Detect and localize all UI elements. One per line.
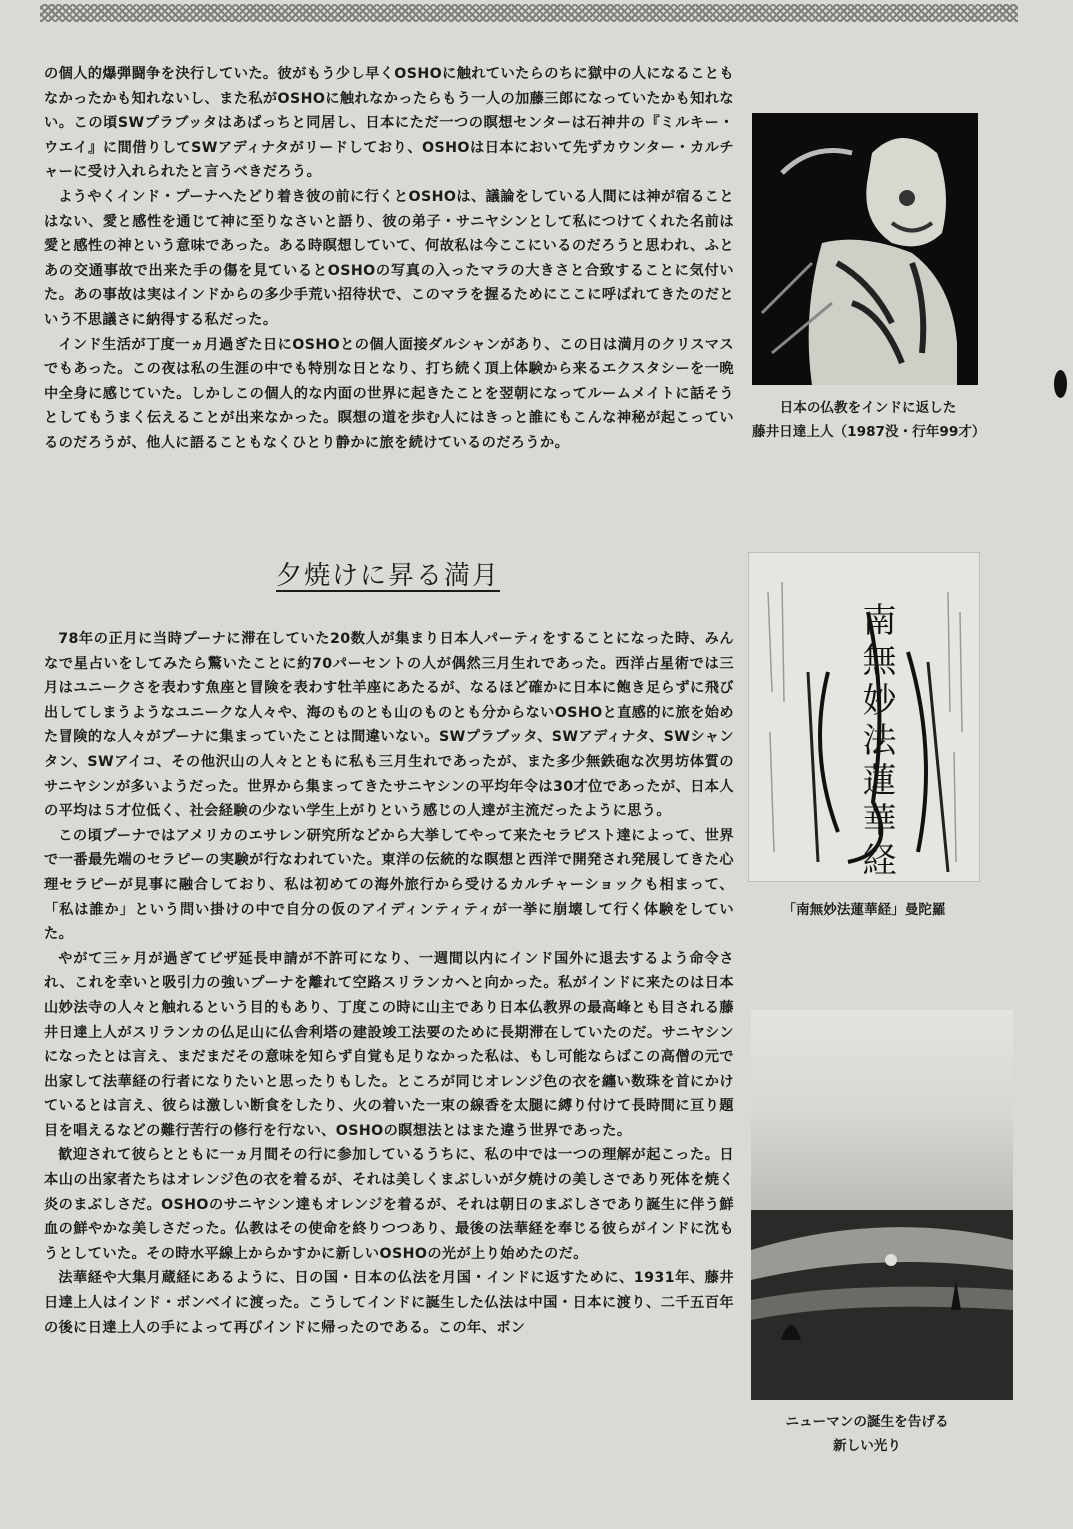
monk-photo-caption — [752, 396, 984, 444]
mandala-caption — [748, 898, 980, 922]
sunrise-photo — [751, 1010, 1013, 1400]
page-margin-mark — [1054, 370, 1067, 398]
caption-line: 「南無妙法蓮華経」曼陀羅 — [782, 902, 946, 918]
section-paragraph-3: やがて三ヶ月が過ぎてビザ延長申請が不許可になり、一週間以内にインド国外に退去するよう命令され、これを幸いと吸引力の強いプーナを離れて空路スリランカへと向かった。私がインドに来たのは日本山妙法寺の人々と触れるという目的もあり、丁度この時に山主であり日本仏教界の最高峰とも目される藤井日達上人がスリランカの仏足山に仏舎利塔の建設竣工法要のために長期滞在していたのだ。サニヤシンになったとは言え、まだまだその意味を知らず自覚も足りなかった私は、もし可能ならばこの高僧の元で出家して法華経の行者になりたいと思ったりもした。ところが同じオレンジ色の衣を纏い数珠を首にかけているとは言え、彼らは激しい断食をしたり、火の着いた一束の線香を太腿に縛り付けて長時間に亘り題目を唱えるなどの難行苦行の修行を行ない、OSHOの瞑想法とはまた違う世界であった。 — [44, 950, 734, 1139]
caption-line: 日本の仏教をインドに返した — [779, 400, 957, 416]
section-title: 夕焼けに昇る満月 — [276, 561, 501, 591]
caption-line: ニューマンの誕生を告げる — [785, 1414, 949, 1430]
paragraph-1: の個人的爆弾闘争を決行していた。彼がもう少し早くOSHOに触れていたらのちに獄中の人になることもなかったかも知れないし、また私がOSHOに触れなかったらもう一人の加藤三郎になっていたかも知れない。この頃SWプラブッタはあぱっちと同居し、日本にただ一つの瞑想センターは石神井の『ミルキー・ウエイ』に間借りしてSWアディナタがリードしており、OSHOは日本において先ずカウンター・カルチャーに受け入れられたと言うべきだろう。 — [44, 66, 734, 181]
section-paragraph-5: 法華経や大集月蔵経にあるように、日の国・日本の仏法を月国・インドに返すために、1931年、藤井日達上人はインド・ボンベイに渡った。こうしてインドに誕生した仏法は中国・日本に渡り、二千五百年の後に日達上人の手によって再びインドに帰ったのである。この年、ボン — [44, 1270, 734, 1336]
top-pattern-border — [40, 4, 1018, 22]
caption-line: 藤井日達上人（1987没・行年99才） — [752, 424, 986, 440]
sunrise-photo-caption — [751, 1410, 983, 1458]
paragraph-3: インド生活が丁度一ヵ月過ぎた日にOSHOとの個人面接ダルシャンがあり、この日は満月のクリスマスでもあった。この夜は私の生涯の中でも特別な日となり、打ち続く頂上体験から来るエクスタシーを一晩中全身に感じていた。しかしこの個人的な内面の世界に起きたことを翌朝になってルームメイトに話そうとしてもうまく伝えることが出来なかった。瞑想の道を歩む人にはきっと誰にもこんな神秘が起こっているのだろうが、他人に語ることもなくひとり静かに旅を続けているのだろうか。 — [44, 336, 734, 451]
mandala-image — [748, 552, 980, 882]
monk-photo — [752, 113, 978, 385]
article-top-column — [44, 62, 734, 456]
paragraph-2: ようやくインド・プーナへたどり着き彼の前に行くとOSHOは、議論をしている人間には神が宿ることはない、愛と感性を通じて神に至りなさいと語り、彼の弟子・サニヤシンとして私につけてくれた名前は愛と感性の神という意味であった。ある時瞑想していて、何故私は今ここにいるのだろうと思われ、ふとあの交通事故で出来た手の傷を見ているとOSHOの写真の入ったマラの大きさと合致することに気付いた。あの事故は実はインドからの多少手荒い招待状で、このマラを握るためにここに呼ばれてきたのだという不思議さに納得する私だった。 — [44, 188, 734, 328]
section-paragraph-1: 78年の正月に当時プーナに滞在していた20数人が集まり日本人パーティをすることになった時、みんなで星占いをしてみたら驚いたことに約70パーセントの人が偶然三月生れであった。西洋占星術では三月はユニークさを表わす魚座と冒険を表わす牡羊座にあたるが、なるほど確かに日本に飽き足らずに飛び出してしまうようなユニークな人々や、海のものとも山のものとも分からないOSHOと直感的に旅を始めた冒険的な人々がプーナに集まっていたことは間違いない。SWプラブッタ、SWアディナタ、SWシャンタン、SWアイコ、その他沢山の人々とともに私も三月生れであったが、また多少無鉄砲な次男坊体質のサニヤシンが多いようだった。世界から集まってきたサニヤシンの平均年令は30才位であったが、日本人の平均は５才位低く、社会経験の少ない学生上がりという感じの人達が主流だったように思う。 — [44, 631, 734, 820]
section-paragraph-4: 歓迎されて彼らとともに一ヵ月間その行に参加しているうちに、私の中では一つの理解が起こった。日本山の出家者たちはオレンジ色の衣を着るが、それは美しくまぶしいが夕焼けの美しさであり死体を焼く炎のまぶしさだ。OSHOのサニヤシン達もオレンジを着るが、それは朝日のまぶしさであり誕生に伴う鮮血の鮮やかな美しさだった。仏教はその使命を終りつつあり、最後の法華経を奉じる彼らがインドに沈もうとしていた。その時水平線上からかすかに新しいOSHOの光が上り始めたのだ。 — [44, 1147, 734, 1262]
article-section-column — [44, 627, 734, 1340]
mandala-text: 南無妙法蓮華経 — [856, 602, 896, 882]
section-paragraph-2: この頃プーナではアメリカのエサレン研究所などから大挙してやって来たセラピスト達によって、世界で一番最先端のセラピーの実験が行なわれていた。東洋の伝統的な瞑想と西洋で開発され発展してきた心理セラピーが見事に融合しており、私は初めての海外旅行から受けるカルチャーショックも相まって、「私は誰か」という問い掛けの中で自分の仮のアイディンティティが一挙に崩壊して行く体験をしていた。 — [44, 827, 734, 943]
caption-line: 新しい光り — [833, 1438, 901, 1454]
